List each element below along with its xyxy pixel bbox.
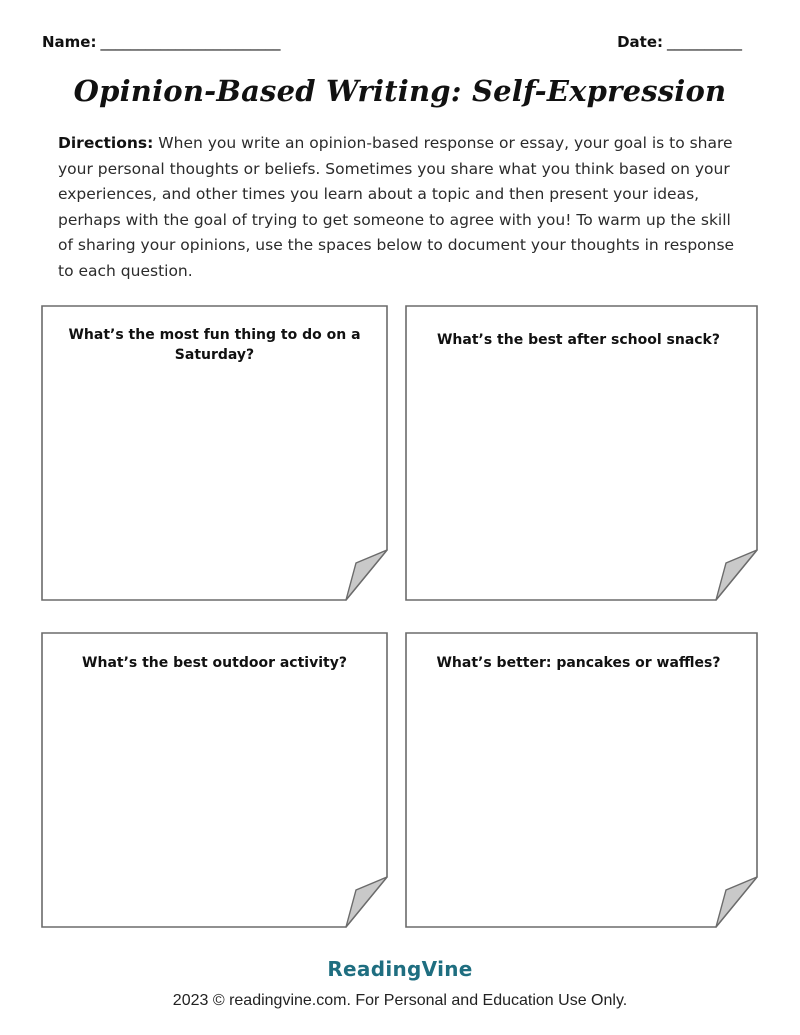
date-line[interactable]: __________: [667, 33, 742, 51]
sticky-note-frame: [405, 632, 752, 928]
date-field[interactable]: [617, 33, 742, 51]
copyright-notice: 2023 © readingvine.com. For Personal and Education Use Only.: [172, 992, 628, 1009]
sticky-note-outdoor[interactable]: [41, 632, 388, 928]
readingvine-logo[interactable]: ReadingVine: [327, 957, 473, 981]
date-label: Date:: [617, 33, 663, 51]
note-question: What’s the best after school snack?: [436, 332, 720, 348]
name-field[interactable]: [42, 33, 280, 51]
sticky-note-breakfast[interactable]: [405, 632, 752, 928]
sticky-note-snack[interactable]: [405, 305, 752, 601]
sticky-note-saturday[interactable]: [41, 305, 388, 601]
directions-text: When you write an opinion-based response or essay, your goal is to share your personal thoughts or beliefs. Sometimes you share what you think based on your experiences, and other times you learn about a topic and then present your ideas, perhaps with the goal of trying to get someone to agree with you! To warm up the skill of sharing your opinions, use the spaces below to document your thoughts in response to each question.: [58, 134, 735, 280]
name-line[interactable]: ________________________: [100, 33, 281, 51]
note-question: What’s the best outdoor activity?: [82, 655, 347, 671]
directions-label: Directions:: [58, 134, 154, 152]
page-title: Opinion-Based Writing: Self-Expression: [73, 74, 727, 108]
sticky-note-frame: [41, 632, 388, 928]
note-question: What’s better: pancakes or waffles?: [436, 655, 721, 671]
note-question: What’s the most fun thing to do on a Saturday?: [68, 327, 361, 363]
directions-paragraph: [58, 131, 748, 284]
name-label: Name:: [42, 33, 97, 51]
